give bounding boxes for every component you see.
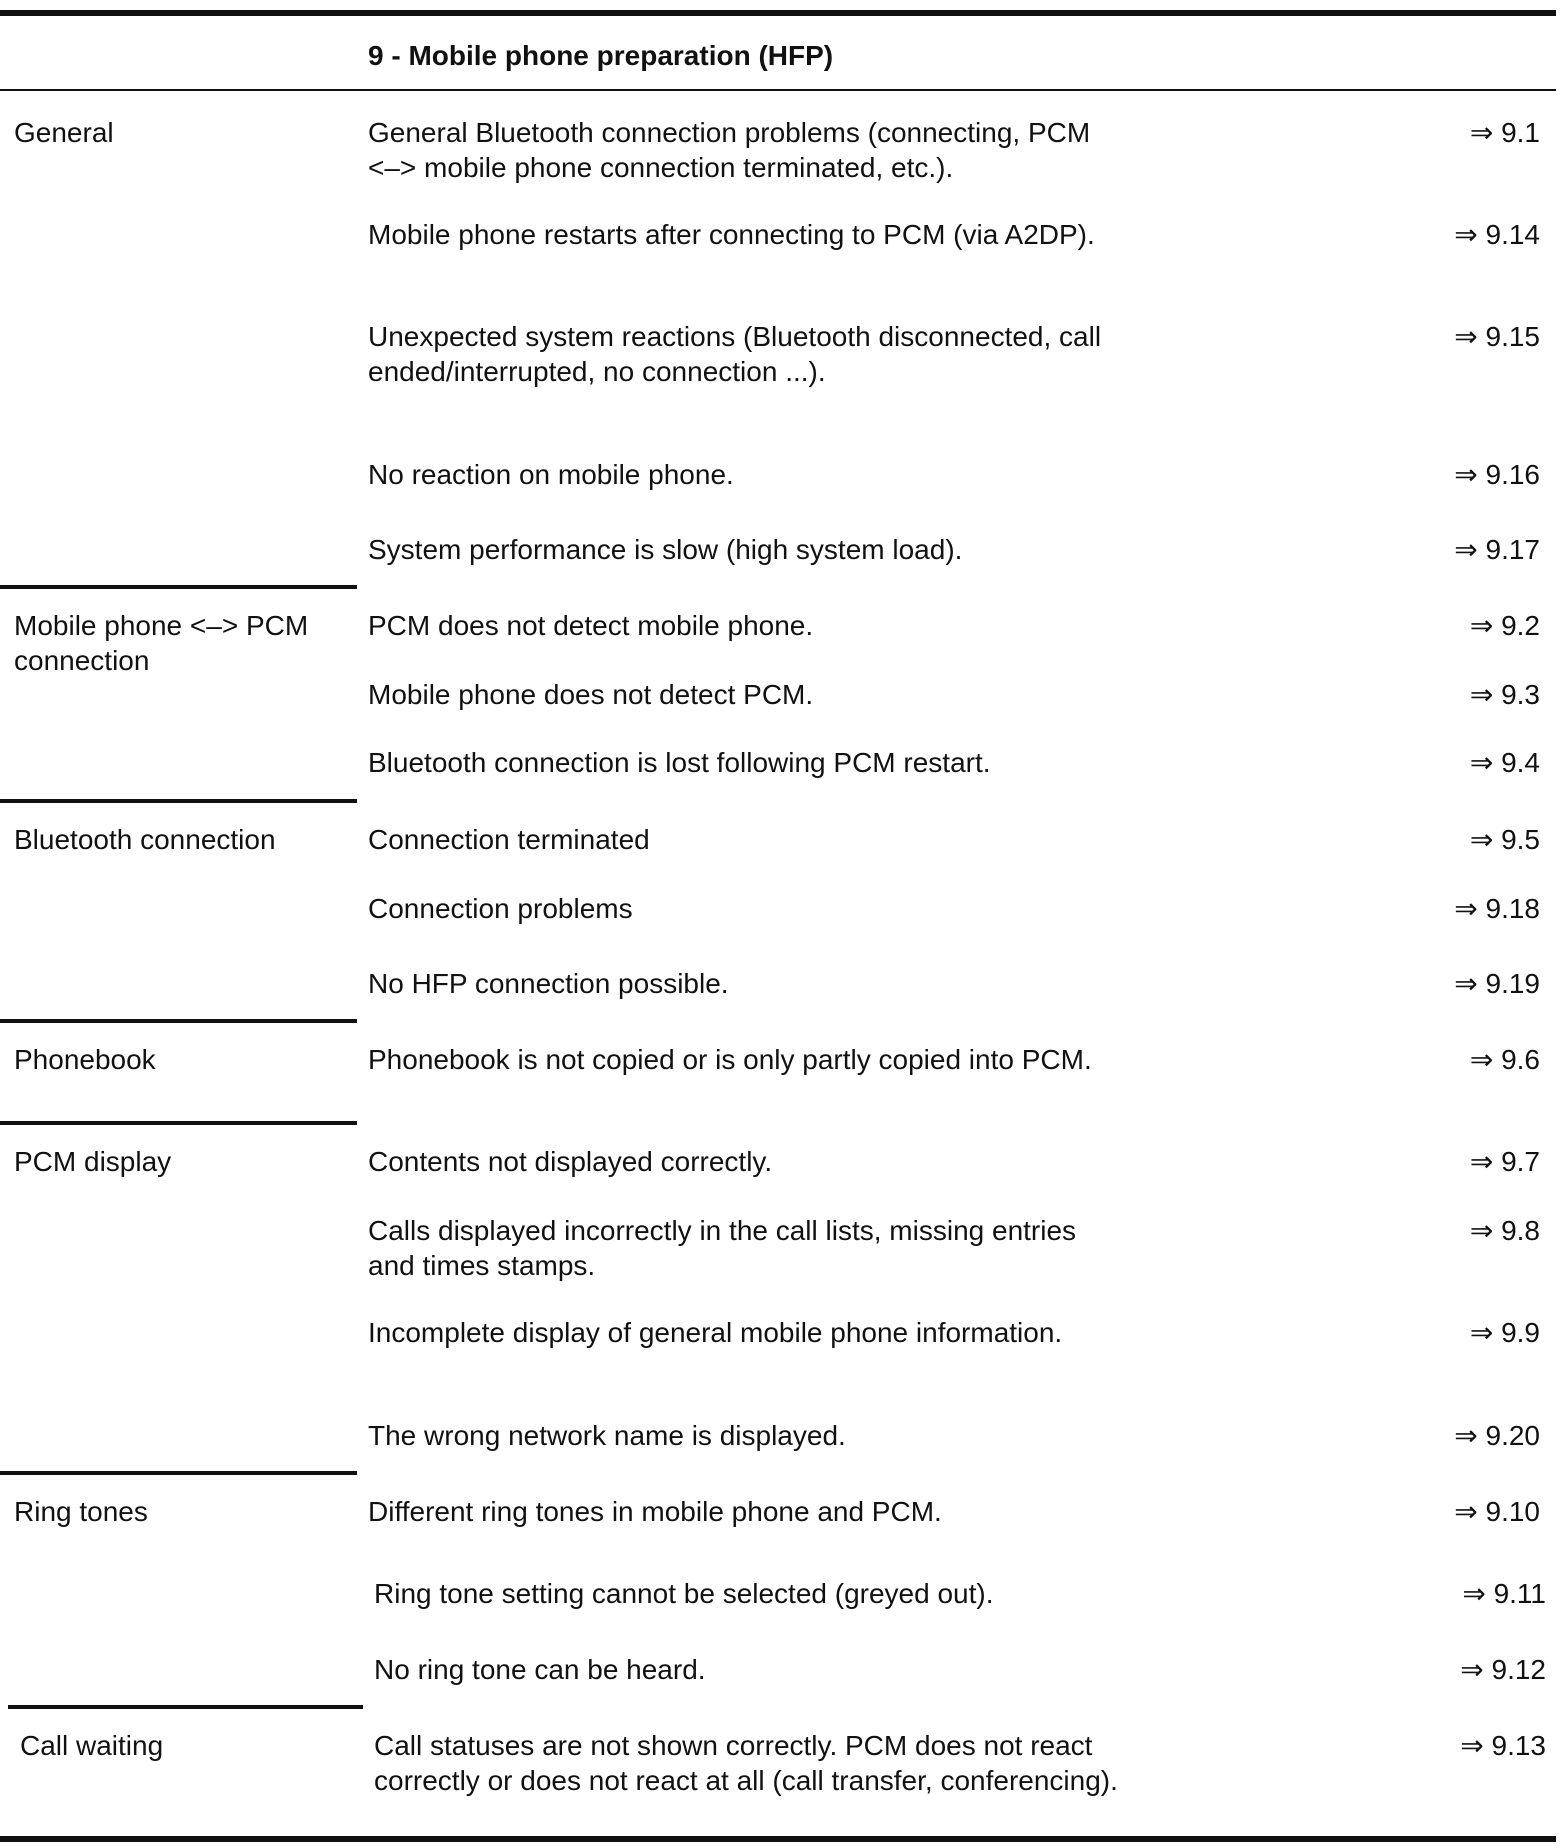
row-ref: ⇒ 9.7 (1469, 1146, 1540, 1177)
page-title: 9 - Mobile phone preparation (HFP) (368, 40, 834, 71)
row-ref: ⇒ 9.18 (1454, 893, 1540, 924)
row-ref: ⇒ 9.2 (1469, 610, 1540, 641)
row-desc: No ring tone can be heard. (374, 1654, 706, 1685)
row-ref: ⇒ 9.1 (1469, 117, 1540, 148)
row-ref: ⇒ 9.4 (1469, 747, 1540, 778)
row-desc: PCM does not detect mobile phone. (368, 610, 814, 641)
row-desc: General Bluetooth connection problems (connecting, PCM <–> mobile phone connection terminated, etc.). (368, 117, 1091, 183)
header-rule (0, 89, 1556, 91)
row-ref: ⇒ 9.3 (1469, 679, 1540, 710)
category-ring-tones: Ring tones (14, 1496, 148, 1527)
row-desc: Incomplete display of general mobile phone information. (368, 1317, 1063, 1348)
category-general: General (14, 117, 114, 148)
row-desc: Different ring tones in mobile phone and PCM. (368, 1496, 942, 1527)
category-rule (0, 1019, 357, 1023)
row-ref: ⇒ 9.16 (1454, 459, 1540, 490)
row-desc: Calls displayed incorrectly in the call lists, missing entries and times stamps. (368, 1215, 1077, 1281)
row-desc: Mobile phone restarts after connecting to PCM (via A2DP). (368, 219, 1095, 250)
bottom-rule (0, 1836, 1556, 1842)
row-ref: ⇒ 9.19 (1454, 968, 1540, 999)
row-desc: No HFP connection possible. (368, 968, 729, 999)
row-ref: ⇒ 9.17 (1454, 534, 1540, 565)
row-desc: Connection terminated (368, 824, 650, 855)
row-desc: Mobile phone does not detect PCM. (368, 679, 814, 710)
row-ref: ⇒ 9.10 (1454, 1496, 1540, 1527)
row-ref: ⇒ 9.6 (1469, 1044, 1540, 1075)
row-ref: ⇒ 9.5 (1469, 824, 1540, 855)
row-desc: Phonebook is not copied or is only partly copied into PCM. (368, 1044, 1092, 1075)
row-desc: Contents not displayed correctly. (368, 1146, 773, 1177)
row-ref: ⇒ 9.12 (1460, 1654, 1546, 1685)
row-ref: ⇒ 9.11 (1462, 1578, 1546, 1609)
row-desc: Bluetooth connection is lost following PCM restart. (368, 747, 991, 778)
row-ref: ⇒ 9.15 (1454, 321, 1540, 352)
row-desc: Unexpected system reactions (Bluetooth disconnected, call ended/interrupted, no connection ...). (368, 321, 1102, 387)
row-desc: Call statuses are not shown correctly. PCM does not react correctly or does not react at all (call transfer, conferencing). (374, 1730, 1118, 1796)
category-rule (0, 799, 357, 803)
row-desc: System performance is slow (high system load). (368, 534, 963, 565)
row-desc: Ring tone setting cannot be selected (greyed out). (374, 1578, 994, 1609)
category-pcm-display: PCM display (14, 1146, 172, 1177)
row-desc: The wrong network name is displayed. (368, 1420, 846, 1451)
row-ref: ⇒ 9.14 (1454, 219, 1540, 250)
category-bluetooth-connection: Bluetooth connection (14, 824, 276, 855)
category-rule (0, 1121, 357, 1125)
category-rule (0, 1471, 357, 1475)
category-phonebook: Phonebook (14, 1044, 156, 1075)
category-call-waiting: Call waiting (20, 1730, 164, 1761)
top-rule (0, 10, 1556, 16)
row-desc: Connection problems (368, 893, 633, 924)
category-rule (0, 585, 357, 589)
category-rule (8, 1705, 363, 1709)
row-ref: ⇒ 9.13 (1460, 1730, 1546, 1761)
row-ref: ⇒ 9.8 (1469, 1215, 1540, 1246)
row-desc: No reaction on mobile phone. (368, 459, 734, 490)
row-ref: ⇒ 9.20 (1454, 1420, 1540, 1451)
row-ref: ⇒ 9.9 (1469, 1317, 1540, 1348)
category-mobile-pcm-connection: Mobile phone <–> PCM connection (14, 610, 309, 676)
